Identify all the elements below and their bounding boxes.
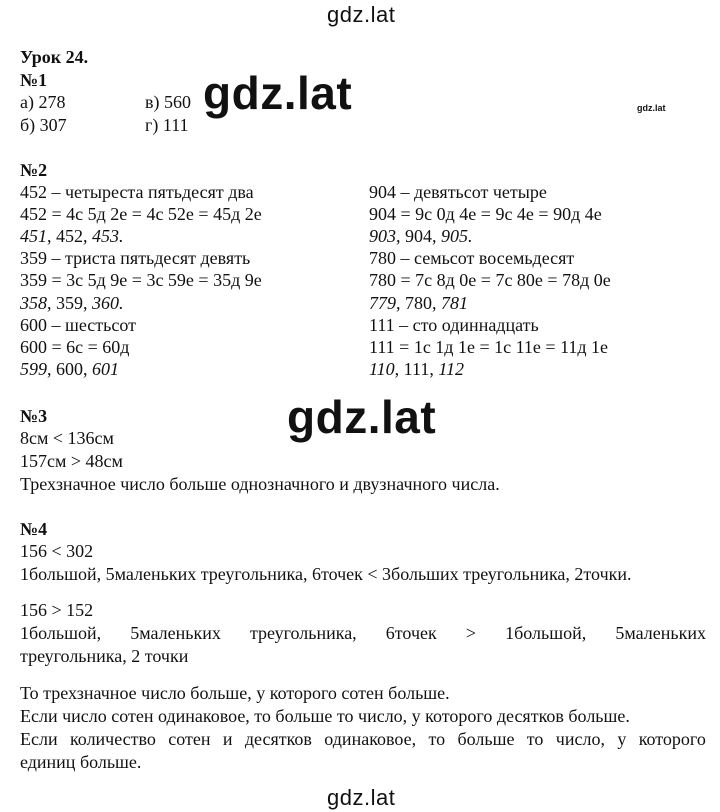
watermark-top: gdz.lat <box>327 2 396 27</box>
sequence-middle: , 600, <box>47 359 92 379</box>
justified-word: десятков <box>244 729 312 749</box>
task4-line: 156 < 302 <box>20 541 94 561</box>
task1-answer-v: в) 560 <box>145 92 191 112</box>
task4-label: №4 <box>20 519 48 539</box>
justified-word: 1большой, <box>505 623 587 643</box>
neighbor-number: 451 <box>20 226 47 246</box>
task4-justified-line <box>20 729 706 750</box>
justified-word: 5маленьких <box>130 623 221 643</box>
neighbor-number: 779 <box>369 293 396 313</box>
justified-word: 6точек <box>385 623 437 643</box>
task2-left-line: 452 – четыреста пятьдесят два <box>20 182 254 202</box>
watermark-large-1: gdz.lat <box>203 67 353 119</box>
task1-answer-b: б) 307 <box>20 115 67 135</box>
justified-word: и <box>222 729 233 749</box>
task2-left-sequence <box>20 293 124 314</box>
justified-word: треугольника, <box>249 623 357 643</box>
neighbor-number: 601 <box>92 359 119 379</box>
watermark-large-2: gdz.lat <box>287 391 437 443</box>
justified-word: больше <box>457 729 515 749</box>
neighbor-number: 599 <box>20 359 47 379</box>
task4-line: треугольника, 2 точки <box>20 646 189 666</box>
task2-left-line: 359 – триста пятьдесят девять <box>20 248 251 268</box>
justified-word: одинаковое, <box>324 729 417 749</box>
task2-right-sequence <box>369 226 473 247</box>
watermark-tiny: gdz.lat <box>637 103 666 113</box>
task2-right-line: 904 – девятьсот четыре <box>369 182 547 202</box>
task4-line: 1большой, 5маленьких треугольника, 6точек < 3больших треугольника, 2точки. <box>20 564 632 584</box>
task2-right-line: 780 = 7с 8д 0е = 7с 80е = 78д 0е <box>369 270 611 290</box>
sequence-middle: , 904, <box>396 226 441 246</box>
task3-label: №3 <box>20 406 48 426</box>
sequence-middle: , 111, <box>394 359 439 379</box>
justified-word: то <box>428 729 446 749</box>
task3-line: 157см > 48см <box>20 451 123 471</box>
task2-label: №2 <box>20 160 48 180</box>
task2-right-line: 904 = 9с 0д 4е = 9с 4е = 90д 4е <box>369 204 602 224</box>
sequence-middle: , 359, <box>47 293 92 313</box>
justified-word: сотен <box>168 729 211 749</box>
neighbor-number: 360. <box>92 293 124 313</box>
neighbor-number: 112 <box>438 359 465 379</box>
justified-word: которого <box>638 729 706 749</box>
task4-rule: единиц больше. <box>20 752 142 772</box>
task4-rule: Если число сотен одинаковое, то больше то число, у которого десятков больше. <box>20 706 630 726</box>
justified-word: то <box>526 729 544 749</box>
task2-right-sequence <box>369 293 468 314</box>
task4-rule: То трехзначное число больше, у которого сотен больше. <box>20 683 450 703</box>
justified-word: 1большой, <box>20 623 102 643</box>
task1-answer-g: г) 111 <box>145 115 189 135</box>
task2-right-line: 780 – семьсот восемьдесят <box>369 248 575 268</box>
task4-justified-line <box>20 623 706 644</box>
task2-left-sequence <box>20 359 119 380</box>
lesson-title: Урок 24. <box>20 47 89 67</box>
sequence-middle: , 452, <box>47 226 92 246</box>
justified-word: Если <box>20 729 58 749</box>
task2-left-line: 600 – шестьсот <box>20 315 136 335</box>
justified-word: > <box>465 623 477 643</box>
task2-right-line: 111 – сто одиннадцать <box>369 315 539 335</box>
task2-left-line: 359 = 3с 5д 9е = 3с 59е = 35д 9е <box>20 270 262 290</box>
justified-word: 5маленьких <box>615 623 706 643</box>
sequence-middle: , 780, <box>396 293 441 313</box>
task4-line: 156 > 152 <box>20 600 94 620</box>
neighbor-number: 453. <box>92 226 124 246</box>
task3-line: 8см < 136см <box>20 428 114 448</box>
task2-left-line: 452 = 4с 5д 2е = 4с 52е = 45д 2е <box>20 204 262 224</box>
neighbor-number: 110 <box>369 359 395 379</box>
neighbor-number: 781 <box>441 293 468 313</box>
justified-word: количество <box>69 729 156 749</box>
neighbor-number: 358 <box>20 293 47 313</box>
neighbor-number: 905. <box>441 226 473 246</box>
task1-label: №1 <box>20 70 48 90</box>
task2-left-line: 600 = 6с = 60д <box>20 337 130 357</box>
justified-word: у <box>617 729 627 749</box>
task2-right-line: 111 = 1с 1д 1е = 1с 11е = 11д 1е <box>369 337 609 357</box>
task1-answer-a: а) 278 <box>20 92 66 112</box>
neighbor-number: 903 <box>369 226 396 246</box>
task2-right-sequence <box>369 359 464 380</box>
task3-conclusion: Трехзначное число больше однозначного и двузначного числа. <box>20 474 500 494</box>
task2-left-sequence <box>20 226 124 247</box>
watermark-bottom: gdz.lat <box>327 785 396 810</box>
justified-word: число, <box>555 729 605 749</box>
